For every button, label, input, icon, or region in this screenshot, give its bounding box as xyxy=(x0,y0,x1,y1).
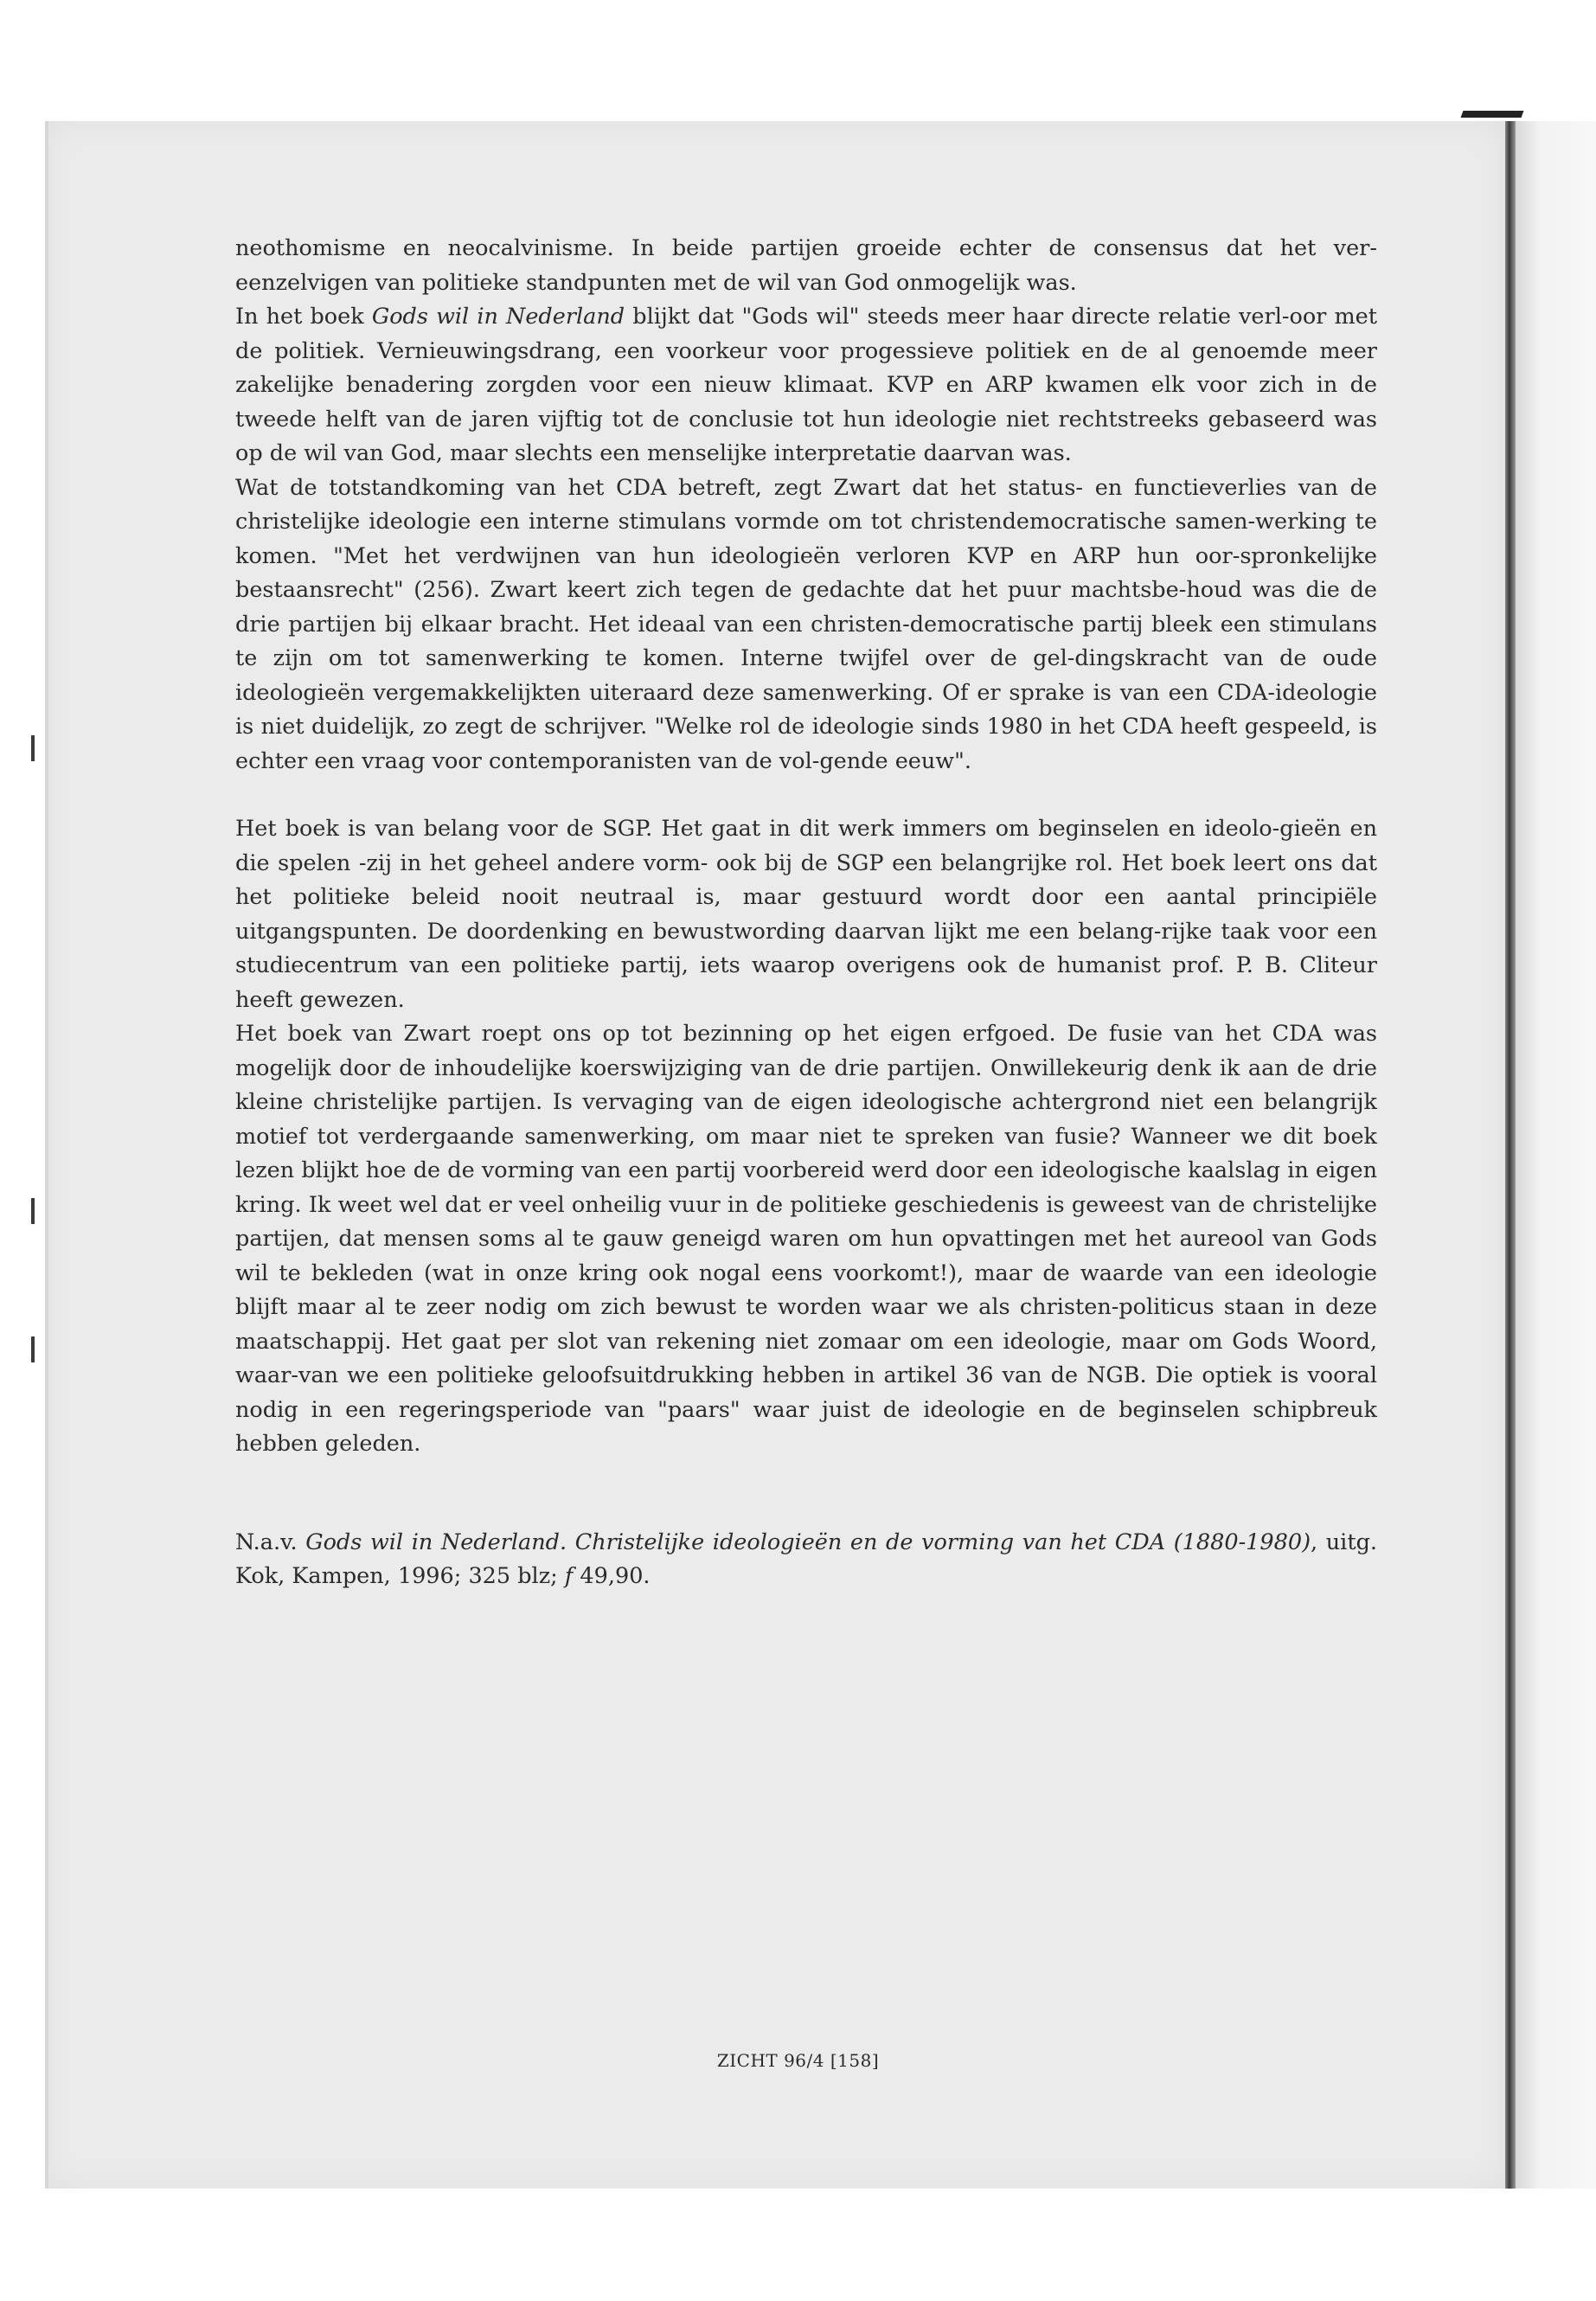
page-footer: ZICHT 96/4 [158] xyxy=(716,2050,880,2071)
paragraph: Wat de totstandkoming van het CDA betreft, zegt Zwart dat het status- en functieverlies van de christelijke ideologie een interne stimulans vormde om tot christendemocratische samen-werking te komen. "Met het verdwijnen van hun ideologieën verloren KVP en ARP hun oor-spronkelijke bestaansrecht" (256). Zwart keert zich tegen de gedachte dat het puur machtsbe-houd was die de drie partijen bij elkaar bracht. Het ideaal van een christen-democratische partij bleek een stimulans te zijn om tot samenwerking te komen. Interne twijfel over de gel-dingskracht van de oude ideologieën vergemakkelijkten uiteraard deze samenwerking. Of er sprake is van een CDA-ideologie is niet duidelijk, zo zegt de schrijver. "Welke rol de ideologie sinds 1980 in het CDA heeft gespeeld, is echter een vraag voor contemporanisten van de vol-gende eeuw". xyxy=(235,474,1377,774)
book-reference xyxy=(235,1526,1377,1594)
next-page-edge xyxy=(1516,121,1596,2189)
paragraph-spacer xyxy=(235,779,1377,812)
paragraph: neothomisme en neocalvinisme. In beide partijen groeide echter de consensus dat het ver-eenzelvigen van politieke standpunten met de wil van God onmogelijk was. xyxy=(235,235,1377,296)
reference-prefix: N.a.v. xyxy=(235,1529,306,1555)
text: blijkt dat "Gods wil" steeds meer haar directe relatie verl-oor met de politiek. Vernieuwingsdrang, een voorkeur voor progessieve politiek en de al genoemde meer zakelijke benadering zorgden voor een nieuw klimaat. KVP en ARP kwamen elk voor zich in de tweede helft van de jaren vijftig tot de conclusie tot hun ideologie niet rechtstreeks gebaseerd was op de wil van God, maar slechts een menselijke interpretatie daarvan was. xyxy=(235,304,1378,466)
margin-mark xyxy=(31,1336,35,1362)
text: In het boek xyxy=(235,304,372,330)
currency-symbol: f xyxy=(564,1563,574,1589)
paragraph xyxy=(235,300,1377,471)
book-binding-gutter xyxy=(1505,121,1516,2189)
reference-title: Gods wil in Nederland. Christelijke ideologieën en de vorming van het CDA (1880-1980) xyxy=(305,1529,1311,1555)
binding-top-mark xyxy=(1461,111,1524,118)
article-body xyxy=(235,232,1377,1594)
paragraph: Het boek is van belang voor de SGP. Het gaat in dit werk immers om beginselen en ideolo-gieën en die spelen -zij in het geheel andere vorm- ook bij de SGP een belangrijke rol. Het boek leert ons dat het politieke beleid nooit neutraal is, maar gestuurd wordt door een aantal principiële uitgangspunten. De doordenking en bewustwording daarvan lijkt me een belang-rijke taak voor een studiecentrum van een politieke partij, iets waarop overigens ook de humanist prof. P. B. Cliteur heeft gewezen. xyxy=(235,816,1377,1013)
margin-mark xyxy=(31,735,35,761)
paragraph-spacer xyxy=(235,1462,1377,1526)
reference-price: 49,90. xyxy=(573,1563,651,1589)
reference-publisher: , uitg. Kok, Kampen, 1996; 325 blz; xyxy=(235,1529,1378,1589)
page-edge xyxy=(45,121,48,2189)
paragraph: Het boek van Zwart roept ons op tot bezinning op het eigen erfgoed. De fusie van het CDA was mogelijk door de inhoudelijke koerswijziging van de drie partijen. Onwillekeurig denk ik aan de drie kleine christelijke partijen. Is vervaging van de eigen ideologische achtergrond niet een belangrijk motief tot verdergaande samenwerking, om maar niet te spreken van fusie? Wanneer we dit boek lezen blijkt hoe de de vorming van een partij voorbereid werd door een ideologische kaalslag in eigen kring. Ik weet wel dat er veel onheilig vuur in de politieke geschiedenis is geweest van de christelijke partijen, dat mensen soms al te gauw geneigd waren om hun opvattingen met het aureool van Gods wil te bekleden (wat in onze kring ook nogal eens voorkomt!), maar de waarde van een ideologie blijft maar al te zeer nodig om zich bewust te worden waar we als christen-politicus staan in deze maatschappij. Het gaat per slot van rekening niet zomaar om een ideologie, maar om Gods Woord, waar-van we een politieke geloofsuitdrukking hebben in artikel 36 van de NGB. Die optiek is vooral nodig in een regeringsperiode van "paars" waar juist de ideologie en de beginselen schipbreuk hebben geleden. xyxy=(235,1021,1377,1457)
book-title: Gods wil in Nederland xyxy=(371,304,625,330)
margin-mark xyxy=(31,1198,35,1224)
